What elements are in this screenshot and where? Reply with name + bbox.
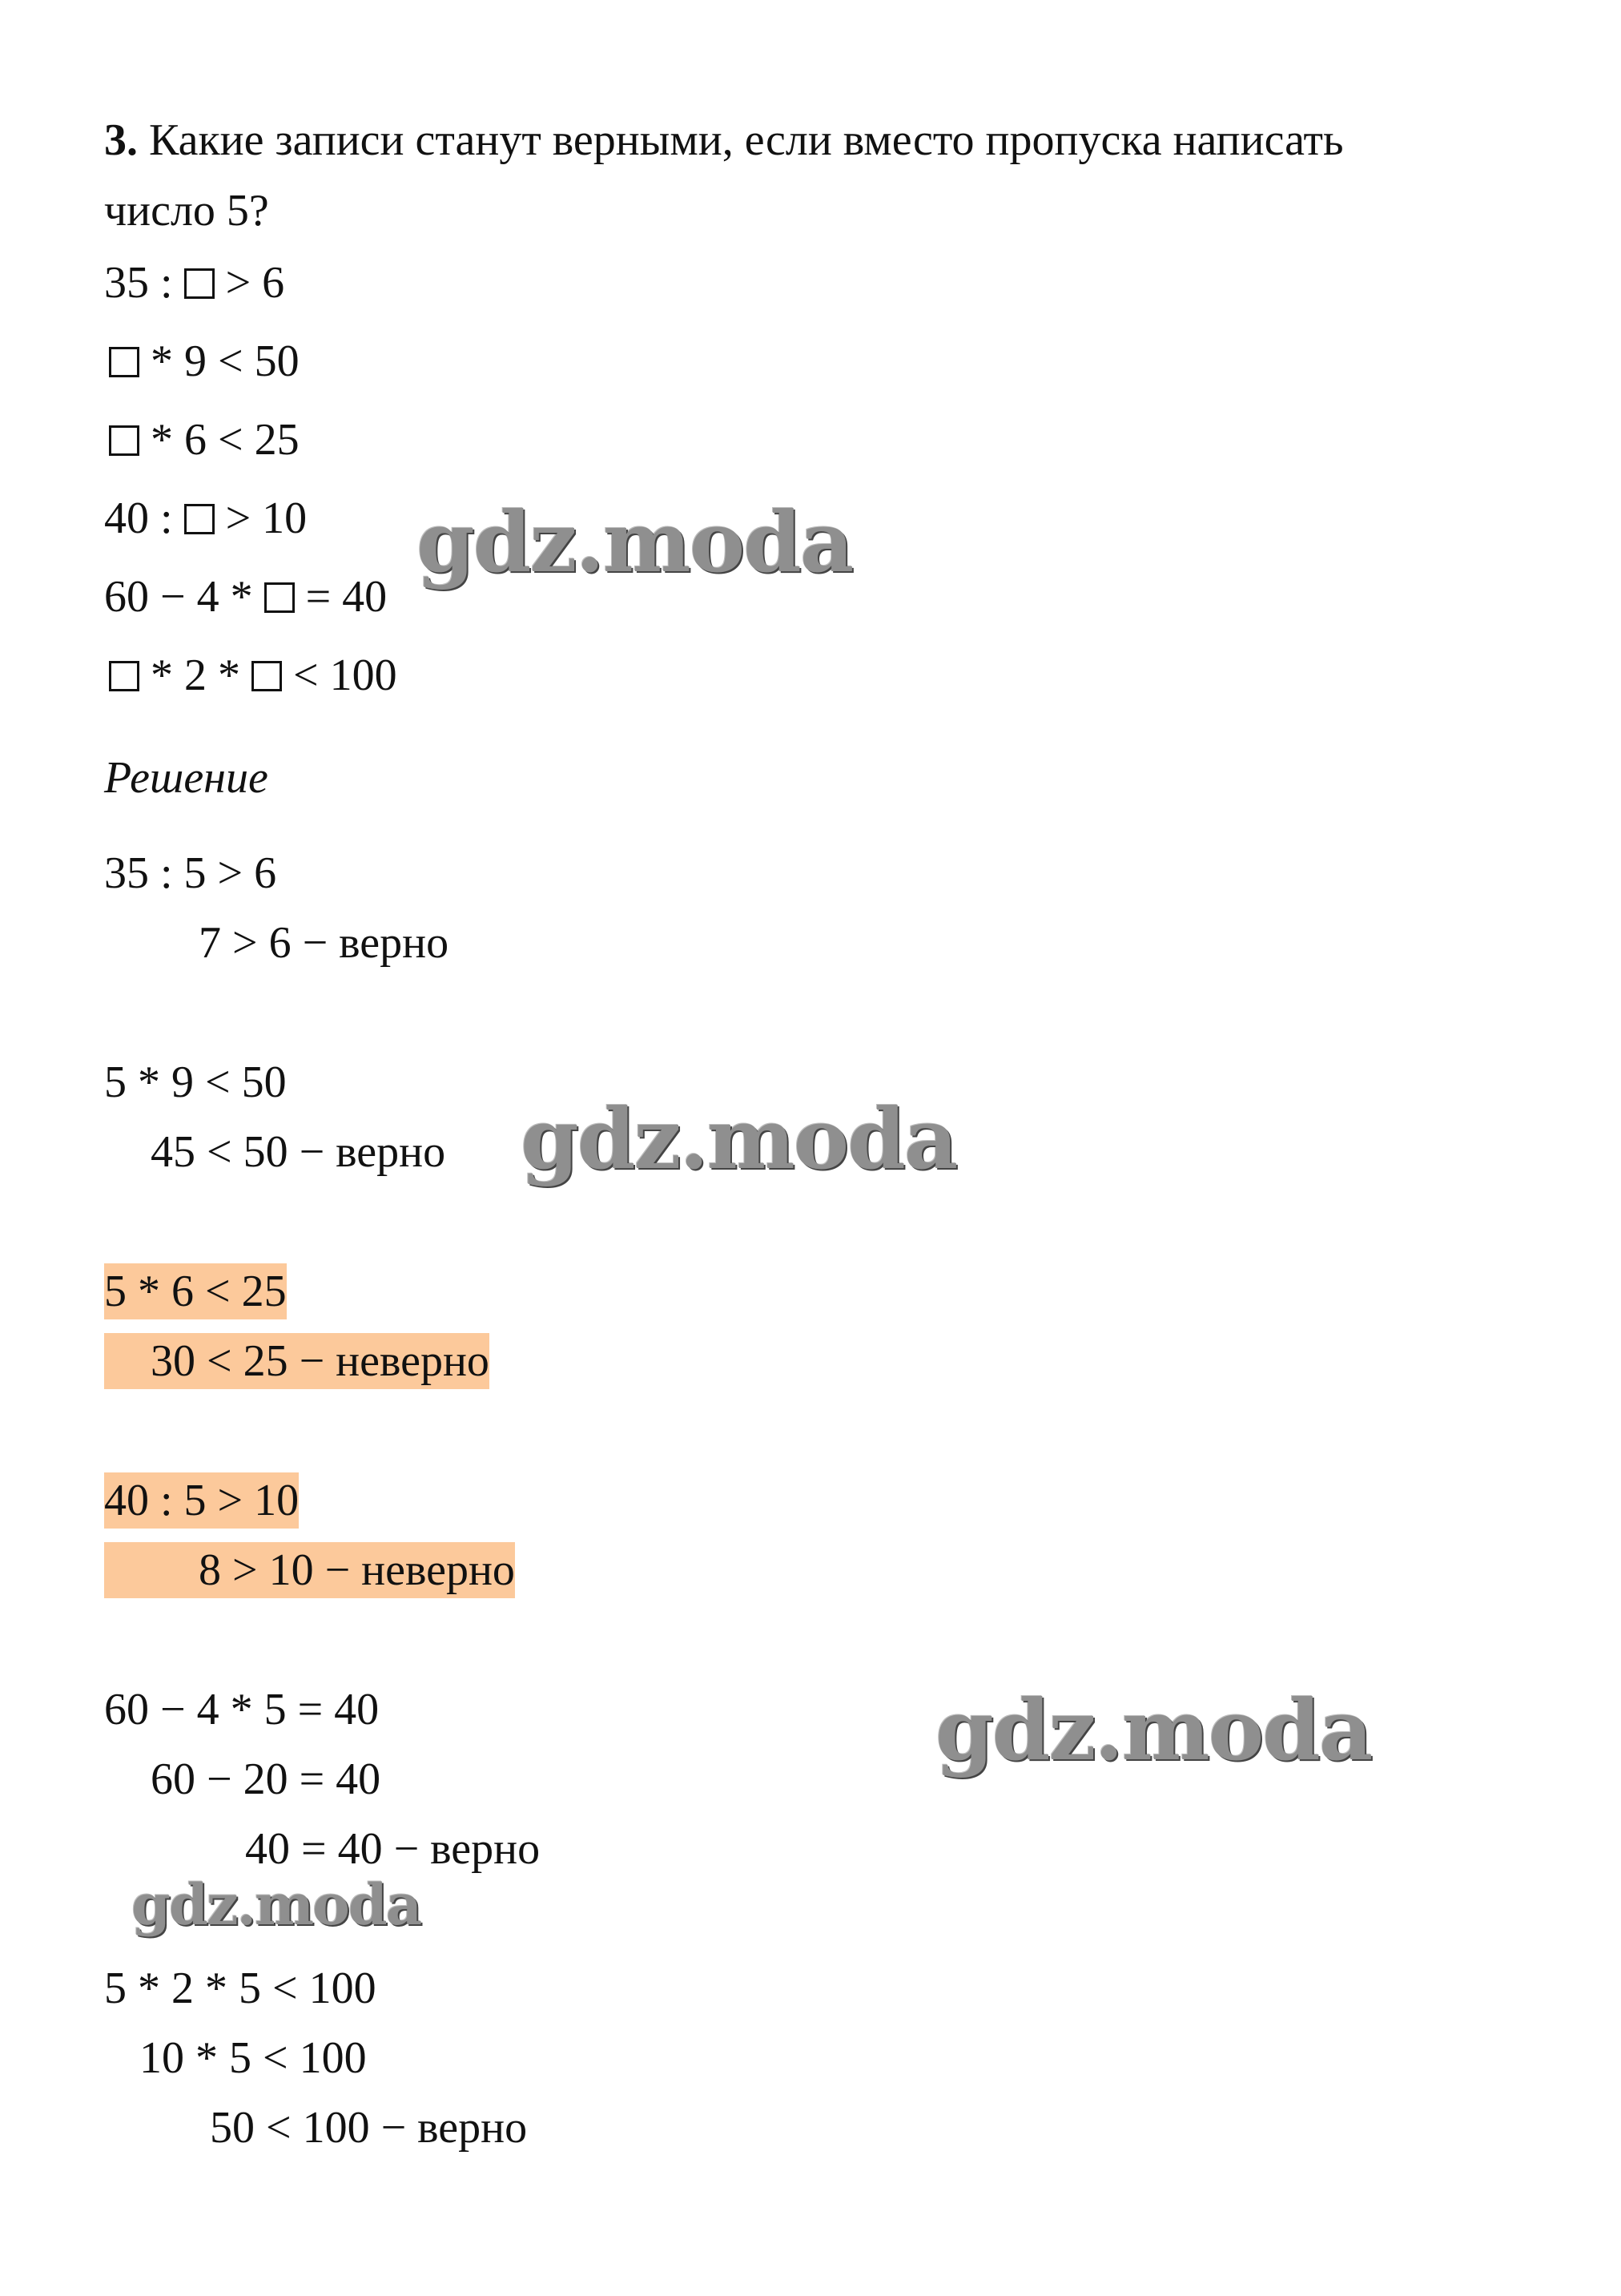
solution-line-text: 30 < 25 − неверно [151, 1336, 489, 1386]
problem-text-line1: Какие записи станут верными, если вместо пропуска написать [149, 115, 1344, 165]
expression-part: 60 − 4 * [104, 572, 264, 622]
expression-6 [109, 647, 397, 703]
solution-line-highlighted [104, 1333, 489, 1389]
expression-part: * 6 < 25 [139, 415, 300, 465]
watermark: gdz.moda [521, 1090, 957, 1188]
expression-5 [104, 569, 387, 625]
solution-heading: Решение [104, 753, 268, 803]
problem-statement-line1 [104, 112, 1344, 168]
blank-box-icon [184, 504, 215, 534]
watermark: gdz.moda [416, 493, 853, 591]
blank-box-icon [251, 661, 282, 691]
watermark: gdz.moda [131, 1871, 421, 1938]
expression-part: 35 : [104, 258, 184, 308]
expression-2 [109, 333, 300, 389]
blank-box-icon [109, 347, 139, 377]
solution-line: 45 < 50 − верно [151, 1127, 446, 1177]
solution-line: 7 > 6 − верно [199, 918, 449, 968]
watermark: gdz.moda [935, 1681, 1372, 1779]
expression-3 [109, 412, 300, 468]
solution-line: 5 * 2 * 5 < 100 [104, 1964, 376, 2013]
expression-4 [104, 490, 307, 546]
blank-box-icon [184, 268, 215, 299]
expression-part: > 10 [214, 493, 308, 543]
solution-line: 5 * 9 < 50 [104, 1057, 287, 1107]
solution-line-highlighted: 40 : 5 > 10 [104, 1472, 299, 1529]
solution-line: 35 : 5 > 6 [104, 848, 277, 898]
expression-part: < 100 [282, 651, 397, 700]
solution-line-highlighted: 5 * 6 < 25 [104, 1263, 287, 1319]
expression-part: = 40 [294, 572, 388, 622]
solution-line: 40 = 40 − верно [245, 1824, 541, 1874]
solution-line: 50 < 100 − верно [210, 2103, 528, 2153]
expression-1 [104, 255, 284, 311]
expression-part: * 9 < 50 [139, 336, 300, 386]
solution-line-highlighted [104, 1542, 515, 1598]
problem-text-line2: число 5? [104, 186, 269, 236]
expression-part: > 6 [214, 258, 285, 308]
blank-box-icon [109, 661, 139, 691]
problem-number: 3. [104, 115, 138, 165]
solution-line: 10 * 5 < 100 [139, 2033, 367, 2083]
solution-line: 60 − 20 = 40 [151, 1754, 381, 1804]
expression-part: 40 : [104, 493, 184, 543]
blank-box-icon [264, 582, 295, 613]
solution-line: 60 − 4 * 5 = 40 [104, 1685, 380, 1734]
solution-line-text: 8 > 10 − неверно [199, 1545, 515, 1595]
blank-box-icon [109, 425, 139, 456]
expression-part: * 2 * [139, 651, 251, 700]
